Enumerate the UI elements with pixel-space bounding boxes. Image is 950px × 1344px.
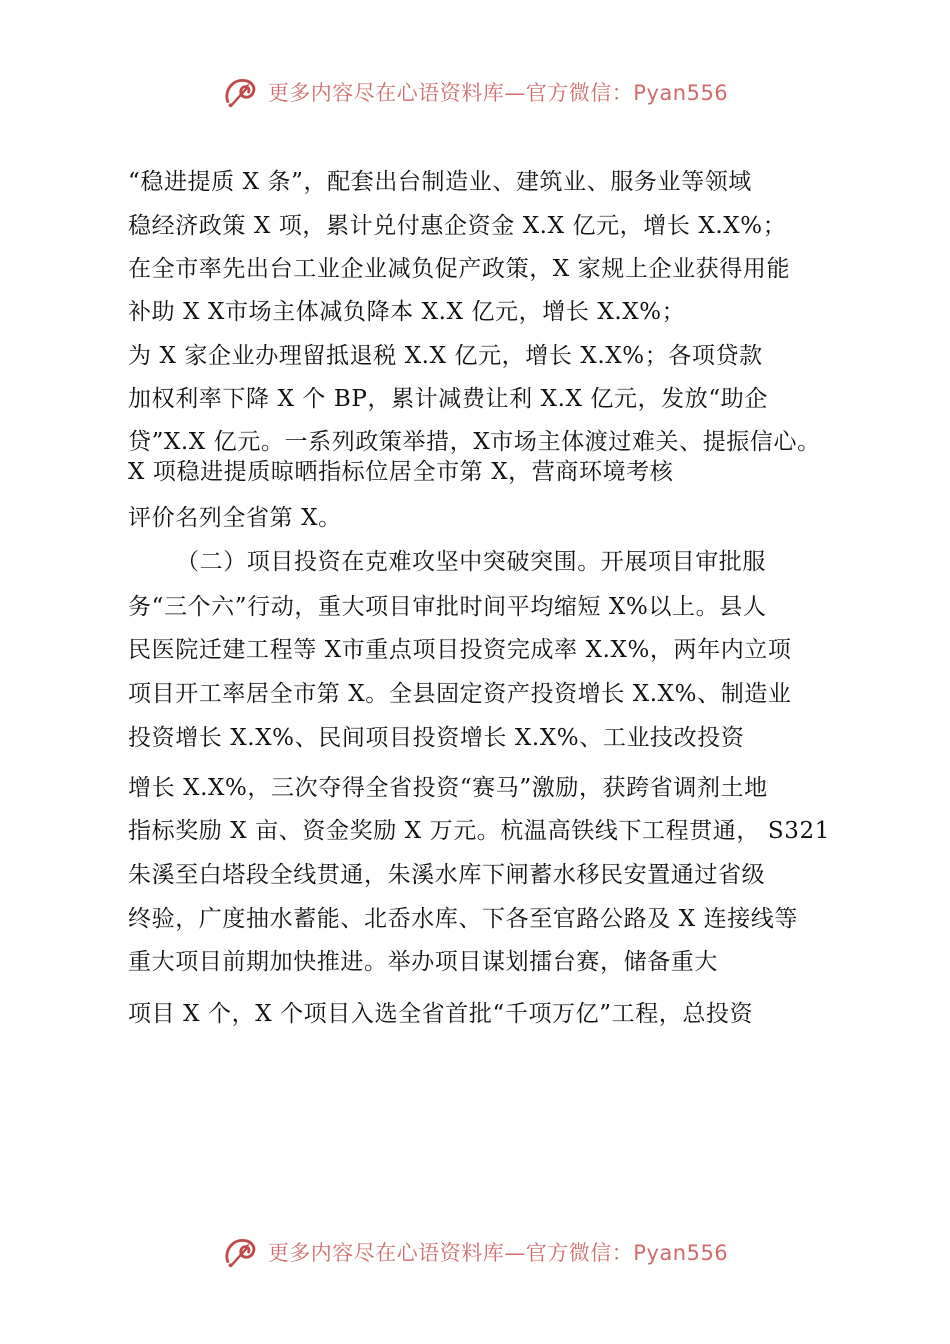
text-line: 务“三个六”行动，重大项目审批时间平均缩短 X%以上。县人 — [128, 594, 767, 620]
text-line: 增长 X.X%，三次夺得全省投资“赛马”激励，获跨省调剂土地 — [128, 775, 768, 801]
text-line: 为 X 家企业办理留抵退税 X.X 亿元，增长 X.X%；各项贷款 — [128, 343, 763, 369]
text-line: 补助 X X市场主体减负降本 X.X 亿元，增长 X.X%； — [128, 299, 686, 325]
text-line: 加权利率下降 X 个 BP，累计减费让利 X.X 亿元，发放“助企 — [128, 386, 768, 412]
text-line: “稳进提质 X 条”，配套出台制造业、建筑业、服务业等领域 — [128, 169, 752, 195]
watermark-footer — [0, 1230, 950, 1274]
quill-swirl-logo-icon — [222, 1233, 260, 1271]
section-heading-line: （二）项目投资在克难攻坚中突破突围。开展项目审批服 — [176, 549, 766, 575]
watermark-header — [0, 70, 950, 114]
text-line: 项目开工率居全市第 X。全县固定资产投资增长 X.X%、制造业 — [128, 681, 792, 707]
text-line: 民医院迁建工程等 X市重点项目投资完成率 X.X%，两年内立项 — [128, 637, 792, 663]
text-line: 贷”X.X 亿元。一系列政策举措，X市场主体渡过难关、提振信心。 — [128, 429, 821, 455]
watermark-text: 更多内容尽在心语资料库—官方微信：Pyan556 — [267, 81, 729, 105]
text-line: 指标奖励 X 亩、资金奖励 X 万元。杭温高铁线下工程贯通， S321 — [128, 818, 830, 844]
text-line: 重大项目前期加快推进。举办项目谋划擂台赛，储备重大 — [128, 949, 718, 975]
text-line: 项目 X 个，X 个项目入选全省首批“千项万亿”工程，总投资 — [128, 1001, 754, 1027]
quill-swirl-logo-icon — [222, 73, 260, 111]
text-line: 评价名列全省第 X。 — [128, 505, 342, 531]
text-line: 朱溪至白塔段全线贯通，朱溪水库下闸蓄水移民安置通过省级 — [128, 862, 766, 888]
text-line: 稳经济政策 X 项，累计兑付惠企资金 X.X 亿元，增长 X.X%； — [128, 213, 787, 239]
text-line: X 项稳进提质晾晒指标位居全市第 X，营商环境考核 — [128, 459, 674, 485]
text-line: 投资增长 X.X%、民间项目投资增长 X.X%、工业技改投资 — [128, 725, 745, 751]
text-line: 在全市率先出台工业企业减负促产政策，X 家规上企业获得用能 — [128, 256, 791, 282]
text-line: 终验，广度抽水蓄能、北岙水库、下各至官路公路及 X 连接线等 — [128, 906, 798, 932]
watermark-text: 更多内容尽在心语资料库—官方微信：Pyan556 — [267, 1241, 729, 1265]
